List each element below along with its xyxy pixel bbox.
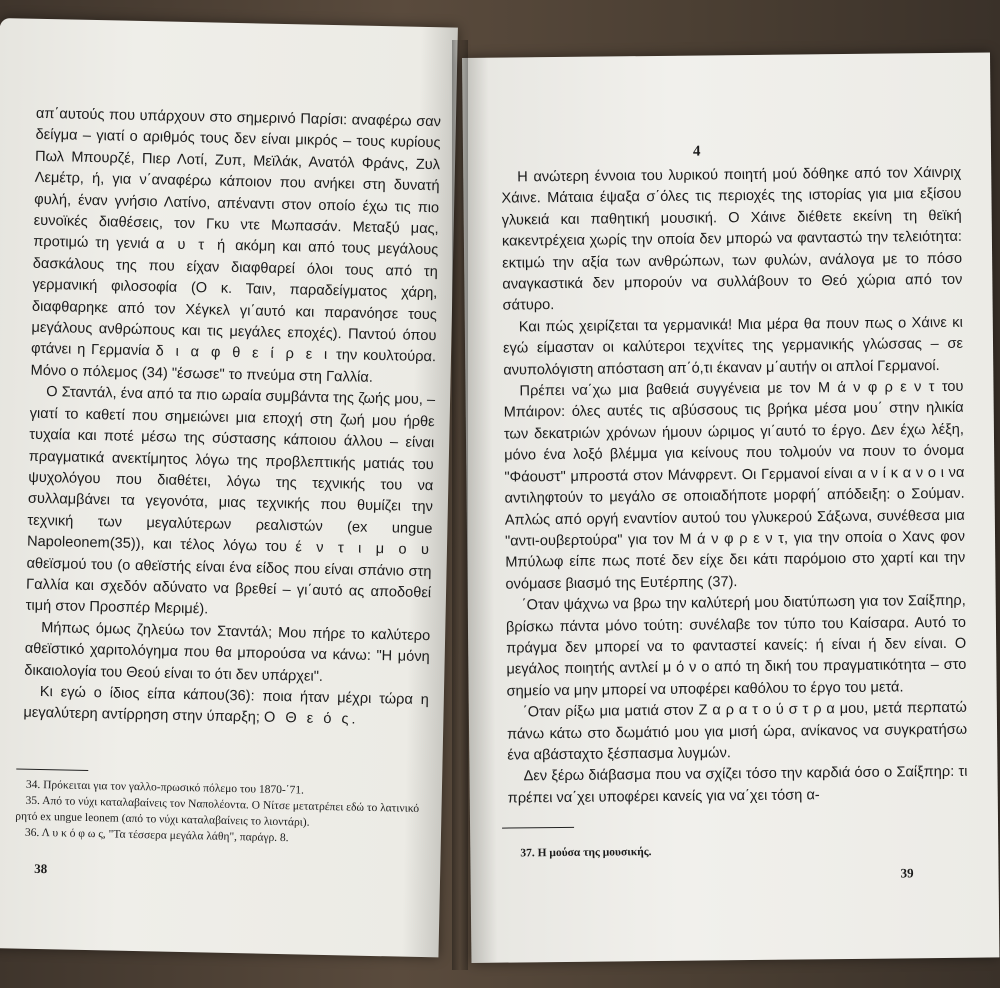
book-gutter: [452, 40, 468, 970]
right-paragraph-1: Η ανώτερη έννοια του λυρικού ποιητή μού δόθηκε από τον Χάινριχ Χάινε. Μάταια έψαξα σ΄όλες τις περιοχές της ιστορίας για μια εξίσου γλυκειά και παθητική μουσική. Ο Χάινε διέθετε εκείνη τη θεϊκή κακεντρέχεια χωρίς την οποία δεν μπορώ να φανταστώ την τελειότητα: εκτιμώ την αξία των ανθρώπων, των φυλών, ανάλογα με το πόσο αναγκαστικά δεν μπορούν να συλλάβουν το Θεό χώρια από τον σάτυρο.: [501, 164, 963, 315]
left-paragraph-1: απ΄αυτούς που υπάρχουν στο σημερινό Παρίσι: αναφέρω σαν δείγμα – γιατί ο αριθμός τους δεν είναι μικρός – τους κυρίους Πωλ Μπουρζέ, Πιερ Λοτί, Ζυπ, Μεϊλάκ, Ανατόλ Φράνς, Ζυλ Λεμέτρ, ή, για ν΄αναφέρω κάποιον που ανήκει στη δυνατή φυλή, έναν γνήσιο Λατίνο, απέναντι στον οποίο έχω τις πιο ευνοϊκές διαθέσεις, τον Γκυ ντε Μωπασάν. Μεταξύ μας, προτιμώ τη γενιά α υ τ ή ακόμη και από τους μεγάλους δασκάλους της που είχαν διαφθαρεί όλοι τους από τη γερμανική φιλοσοφία (Ο κ. Ταιν, παραδείγματος χάρη, διαφθαρηκε από τον Χέγκελ γι΄αυτό και παρανόησε τους μεγάλους ανθρώπους και τις μεγάλες εποχές). Παντού όπου φτάνει η Γερμανία δ ι α φ θ ε ί ρ ε ι την κουλτούρα. Μόνο ο πόλεμος (34) "έσωσε" το πνεύμα στη Γαλλία.: [30, 105, 442, 386]
emphasis-text: έ ν τ ι μ ο υ: [295, 539, 433, 559]
right-paragraph-6: Δεν ξέρω διάβασμα που να σχίζει τόσο την καρδιά όσο ο Σαίξπηρ: τι πρέπει να΄χει υποφέρει κανείς για να΄χει τόση α-: [507, 764, 968, 807]
right-paragraph-5: ΄Οταν ρίξω μια ματιά στον Ζ α ρ α τ ο ύ σ τ ρ α μου, μετά περπατώ πάνω κάτω στο δωμάτιό μου για μισή ώρα, ανίκανος να συγκρατήσω ένα αβάσταχτο ξέσπασμα λυγμών.: [506, 699, 968, 764]
footnote-35: 35. Από το νύχι καταλαβαίνεις τον Ναπολέοντα. Ο Νίτσε μετατρέπει εδώ το λατινικό ρητό ex ungue leonem (από το νύχι καταλαβαίνεις το λιοντάρι).: [15, 794, 420, 829]
emphasis-text: δ ι α φ θ ε ί ρ ε ι: [155, 343, 331, 364]
right-page-body: [501, 163, 968, 810]
right-page: [462, 52, 999, 962]
right-paragraph-4: ΄Οταν ψάχνω να βρω την καλύτερή μου διατύπωση για τον Σαίξπηρ, βρίσκω πάντα μόνο τούτη: συνέλαβε τον τύπο του Καίσαρα. Αυτό το πράγμα δεν μπορεί να το φανταστεί κανείς: ή είναι ή δεν είναι. Ο μεγάλος ποιητής αντλεί μ ό ν ο από τη δική του πραγματικότητα – στο σημείο να μην μπορεί να υποφέρει καθόλου το έργο του μετά.: [505, 592, 967, 700]
page-number-left: 38: [34, 860, 48, 877]
left-paragraph-2: Ο Σταντάλ, ένα από τα πιο ωραία συμβάντα της ζωής μου, – γιατί το καθετί που σημειώνει μια εποχή στη ζωή μου ήρθε τυχαία και ποτέ μέσω της σύστασης κάποιου άλλου – είναι πραγματικά ανεκτίμητος λόγω της προβλεπτικής ματιάς του ψυχολόγου που διαθέτει, λόγω της τεχνικής του να συλλαμβάνει τα γεγονότα, μιας τεχνικής που θυμίζει την τεχνική των μεγαλύτερων ρεαλιστών (ex ungue Napoleonem(35)), και τέλος λόγω του έ ν τ ι μ ο υ αθεϊσμού του (ο αθεϊστής είναι ένα είδος που είναι σπάνιο στη Γαλλία και σχεδόν αδύνατο να βρεθεί – γι΄αυτό ας αποδοθεί τιμή στον Προσπέρ Μεριμέ).: [25, 384, 436, 618]
left-paragraph-3: Μήπως όμως ζηλεύω τον Σταντάλ; Μου πήρε το καλύτερο αθεϊστικό χαριτολόγημα που θα μπορούσα να κάνω: "Η μόνη δικαιολογία του Θεού είναι το ότι δεν υπάρχει".: [24, 619, 431, 685]
right-footnotes: [510, 841, 930, 861]
footnote-34: 34. Πρόκειται για τον γαλλο-πρωσικό πόλεμο του 1870-΄71.: [25, 778, 305, 797]
footnote-divider: [502, 827, 574, 829]
footnote-36: 36. Λ υ κ ό φ ω ς, "Τα τέσσερα μεγάλα λάθη", παράγρ. 8.: [24, 826, 289, 845]
emphasis-text: Ο Θ ε ό ς.: [263, 710, 359, 729]
footnote-divider: [16, 769, 88, 772]
footnote-37: 37. Η μούσα της μουσικής.: [520, 846, 652, 860]
left-page-body: [23, 104, 441, 733]
right-paragraph-2: Και πώς χειρίζεται τα γερμανικά! Μια μέρα θα πουν πως ο Χάινε κι εγώ είμασταν οι καλύτεροι τεχνίτες της γερμανικής γλώσσας – σε ανυπολόγιστη απόσταση απ΄ό,τι έκαναν μ΄αυτήν οι απλοί Γερμανοί.: [502, 314, 964, 379]
page-number-right: 39: [900, 865, 914, 881]
emphasis-text: α υ τ ή: [155, 236, 229, 255]
left-footnotes: [15, 777, 426, 850]
left-paragraph-4: Κι εγώ ο ίδιος είπα κάπου(36): ποια ήταν μέχρι τώρα η μεγαλύτερη αντίρρηση στην ύπαρξη; Ο Θ ε ό ς.: [23, 683, 429, 729]
right-paragraph-3: Πρέπει να΄χω μια βαθειά συγγένεια με τον Μ ά ν φ ρ ε ν τ του Μπάιρον: όλες αυτές τις αβύσσους τις βρήκα μέσα μου΄ στην ηλικία των δεκατριών χρόνων ήμουν ώριμος γι΄αυτό το έργο. Δεν έχω λέξη, μόνο ένα λοξό βλέμμα για κείνους που τολμούν να πουν το όνομα "Φάουστ" μπροστά στον Μάνφρεντ. Οι Γερμανοί είναι α ν ί κ α ν ο ι να αντιληφτούν το μεγάλο σε οποιαδήποτε μορφή΄ απόδειξη: ο Σούμαν. Απλώς από οργή εναντίον αυτού του γλυκερού Σάξωνα, συνέθεσα μια "αντι-ουβερτούρα" για τον Μ ά ν φ ρ ε ν τ, για την οποία ο Χανς φον Μπύλωφ είπε πως ποτέ δεν είχε δει κάτι παρόμοιο στο χαρτί και την ονόμασε βιασμό της Ευτέρπης (37).: [503, 378, 966, 593]
chapter-number: 4: [692, 143, 701, 160]
left-page: [0, 18, 458, 957]
